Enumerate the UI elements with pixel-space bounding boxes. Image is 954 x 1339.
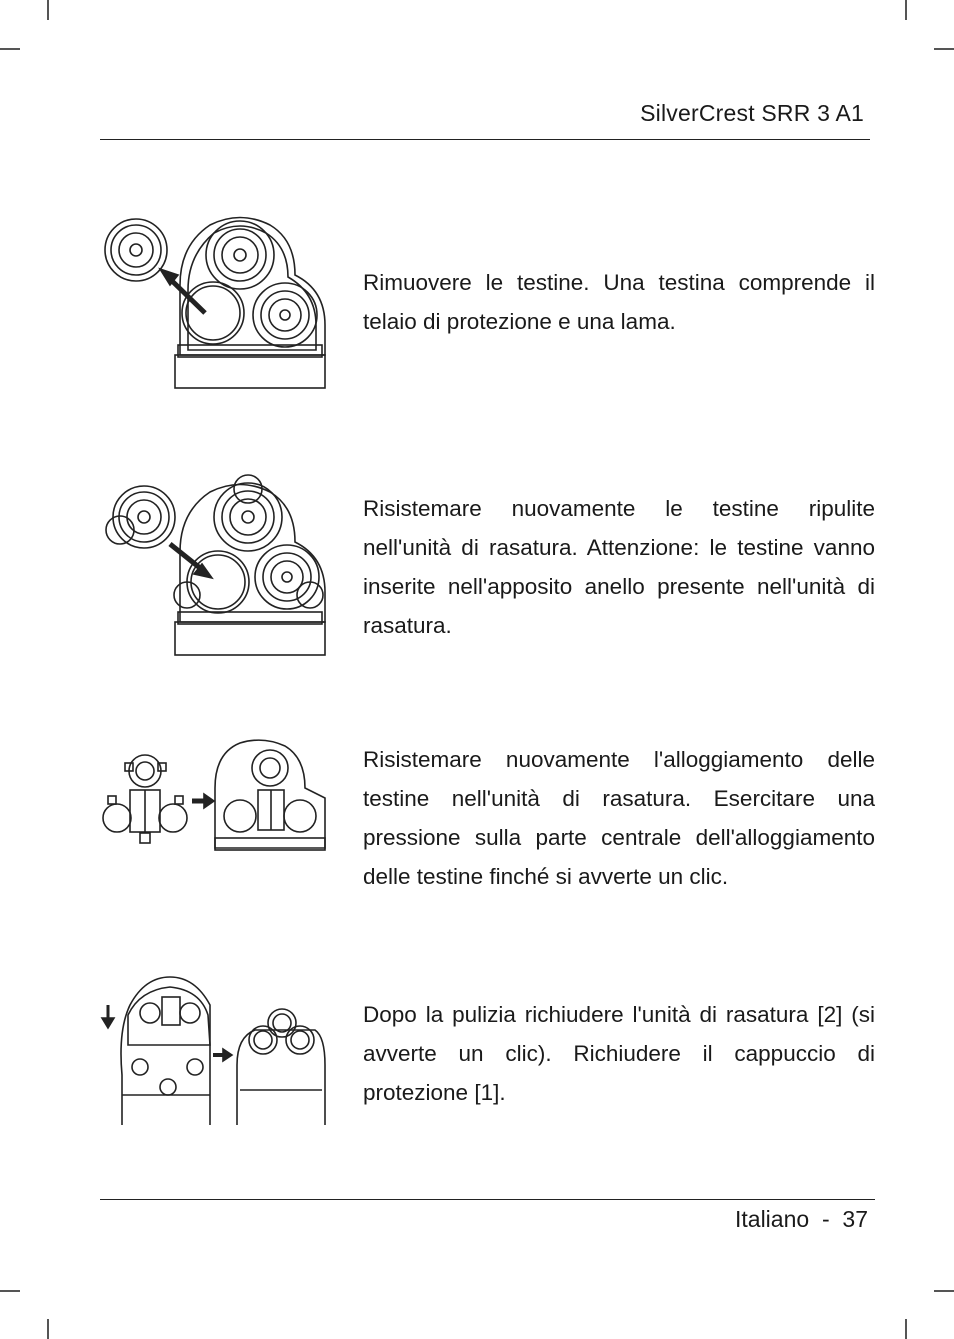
footer: [735, 1206, 868, 1233]
step-4-text: Dopo la pulizia richiudere l'unità di rasatura [2] (si avverte un clic). Richiudere il cappuccio di protezione [1].: [363, 1002, 875, 1105]
crop-mark: [905, 0, 907, 20]
header-product-title: SilverCrest SRR 3 A1: [640, 100, 864, 126]
head-holder-reinsert-illustration: [100, 738, 330, 858]
step-4: [100, 975, 875, 1130]
step-3-text: Risistemare nuovamente l'alloggiamento delle testine nell'unità di rasatura. Esercitare una pressione sulla parte centrale dell'alloggiamento delle testine finché si avverte un clic.: [363, 747, 875, 889]
crop-mark: [905, 1319, 907, 1339]
step-2-text: Risistemare nuovamente le testine ripulite nell'unità di rasatura. Attenzione: le testine vanno inserite nell'apposito anello presente nell'unità di rasatura.: [363, 496, 875, 638]
shaver-close-illustration: [100, 975, 330, 1130]
header-divider: [100, 139, 870, 140]
shaver-head-reinsert-illustration: [100, 472, 330, 662]
step-2: [100, 472, 875, 662]
step-1-text: Rimuovere le testine. Una testina comprende il telaio di protezione e una lama.: [363, 270, 875, 334]
crop-mark: [934, 1290, 954, 1292]
footer-language: Italiano: [735, 1206, 810, 1232]
page-number: 37: [842, 1206, 868, 1232]
crop-mark: [0, 1290, 20, 1292]
crop-mark: [0, 48, 20, 50]
step-3: [100, 738, 875, 889]
shaver-head-remove-illustration: [100, 205, 330, 395]
crop-mark: [934, 48, 954, 50]
crop-mark: [47, 0, 49, 20]
step-1: [100, 205, 875, 395]
footer-divider: [100, 1199, 875, 1200]
crop-mark: [47, 1319, 49, 1339]
footer-separator: -: [821, 1206, 830, 1232]
